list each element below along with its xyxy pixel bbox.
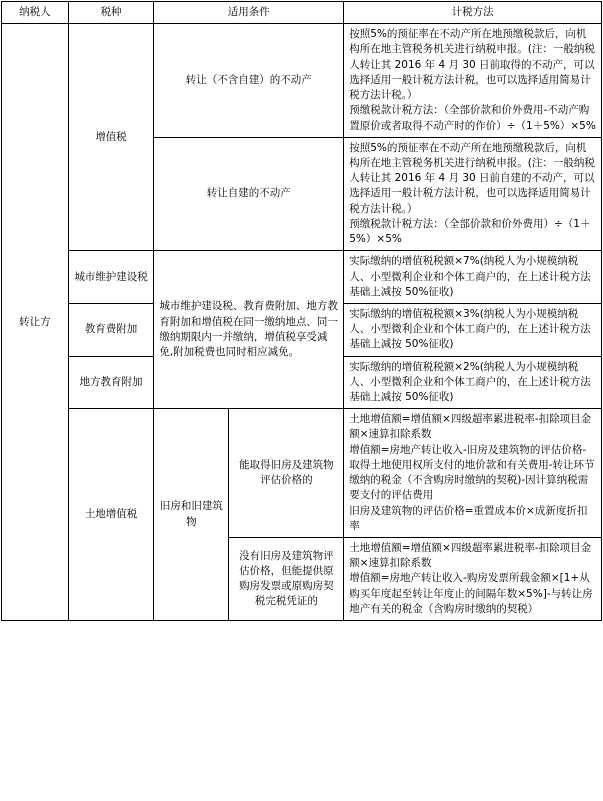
cell-condition-surcharges: 城市维护建设税、教育费附加、地方教育附加和增值税在同一缴纳地点、同一缴纳期限内一并缴纳，增值税享受减免,附加税费也同时相应减免。	[154, 251, 344, 409]
cell-taxtype-local-education-surcharge: 地方教育附加	[68, 356, 154, 409]
table-row	[2, 409, 602, 538]
cell-method-vat-nonselfbuilt: 按照5%的预征率在不动产所在地预缴税款后，向机构所在地主管税务机关进行纳税申报。(注：一般纳税人转让其 2016 年 4 月 30 日前取得的不动产，可以选择适用一般计税方法计税，也可以选择适用简易计税方法计税。） 预缴税款计税方法：（全部价款和价外费用-不动产购置原价或者取得不动产时的作价）÷（1＋5%）×5%	[344, 24, 602, 138]
cell-method-with-appraisal: 土地增值额=增值额×四级超率累进税率-扣除项目金额×速算扣除系数 增值额=房地产转让收入-旧房及建筑物的评估价格-取得土地使用权所支付的地价款和有关费用-转让环节缴纳的税金（不含购房时缴纳的契税)-因计算纳税需要支付的评估费用 旧房及建筑物的评估价格=重置成本价×成新度折扣率	[344, 409, 602, 538]
cell-taxtype-land-appreciation: 土地增值税	[68, 409, 154, 621]
cell-taxpayer-transferor: 转让方	[2, 24, 69, 621]
table-row	[2, 251, 602, 304]
table-row	[2, 24, 602, 138]
header-condition: 适用条件	[154, 2, 344, 24]
header-tax-type: 税种	[68, 2, 154, 24]
cell-condition-group-old-buildings: 旧房和旧建筑物	[154, 409, 229, 621]
table-header-row	[2, 2, 602, 24]
cell-condition-transfer-selfbuilt: 转让自建的不动产	[154, 137, 344, 251]
table-body	[2, 24, 602, 621]
cell-method-without-appraisal: 土地增值额=增值额×四级超率累进税率-扣除项目金额×速算扣除系数 增值额=房地产转让收入-购房发票所载金额×[1+从购买年度起至转让年度止的间隔年数×5%]-与转让房地产有关的税金（含购房时缴纳的契税）	[344, 538, 602, 621]
cell-condition-with-appraisal: 能取得旧房及建筑物评估价格的	[229, 409, 344, 538]
cell-method-local-education-surcharge: 实际缴纳的增值税税额×2%(纳税人为小规模纳税人、小型微利企业和个体工商户的，在上述计税方法基础上减按 50%征收)	[344, 356, 602, 409]
cell-taxtype-urban-maintenance: 城市维护建设税	[68, 251, 154, 304]
cell-condition-transfer-nonselfbuilt: 转让（不含自建）的不动产	[154, 24, 344, 138]
cell-method-urban-maintenance: 实际缴纳的增值税税额×7%(纳税人为小规模纳税人、小型微利企业和个体工商户的，在上述计税方法基础上减按 50%征收)	[344, 251, 602, 304]
cell-taxtype-education-surcharge: 教育费附加	[68, 303, 154, 356]
cell-condition-without-appraisal: 没有旧房及建筑物评估价格，但能提供原购房发票或原购房契税完税凭证的	[229, 538, 344, 621]
tax-table	[1, 1, 602, 621]
header-method: 计税方法	[344, 2, 602, 24]
cell-taxtype-vat: 增值税	[68, 24, 154, 251]
cell-method-vat-selfbuilt: 按照5%的预征率在不动产所在地预缴税款后，向机构所在地主管税务机关进行纳税申报。(注：一般纳税人转让其 2016 年 4 月 30 日前自建的不动产，可以选择适用一般计税方法计税，也可以选择适用简易计税方法计税。） 预缴税款计税方法：（全部价款和价外费用）÷（1＋5%）×5%	[344, 137, 602, 251]
cell-method-education-surcharge: 实际缴纳的增值税税额×3%(纳税人为小规模纳税人、小型微利企业和个体工商户的，在上述计税方法基础上减按 50%征收)	[344, 303, 602, 356]
table-header	[2, 2, 602, 24]
header-taxpayer: 纳税人	[2, 2, 69, 24]
